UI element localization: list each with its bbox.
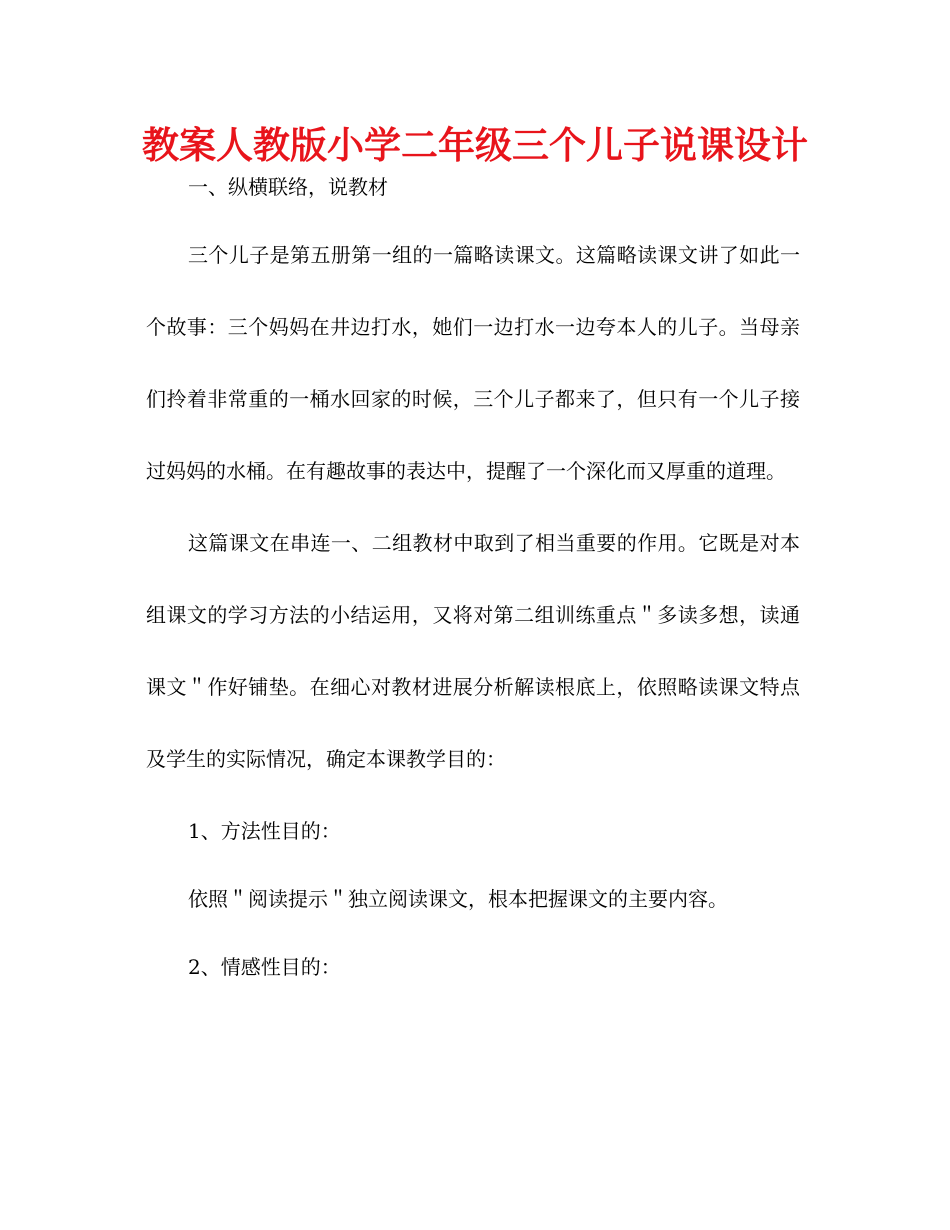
goal-1-heading: 1、方法性目的： <box>188 819 341 843</box>
goal-2-heading: 2、情感性目的： <box>188 955 341 979</box>
paragraph-1: 三个儿子是第五册第一组的一篇略读课文。这篇略读课文讲了如此一个故事：三个妈妈在井边打水，她们一边打水一边夸本人的儿子。当母亲们拎着非常重的一桶水回家的时候，三个儿子都来了，但只有一个儿子接过妈妈的水桶。在有趣故事的表达中，提醒了一个深化而又厚重的道理。 <box>146 243 800 483</box>
document-title: 教案人教版小学二年级三个儿子说课设计 <box>142 124 808 167</box>
goal-1-text: 依照＂阅读提示＂独立阅读课文，根本把握课文的主要内容。 <box>188 887 728 911</box>
paragraph-2: 这篇课文在串连一、二组教材中取到了相当重要的作用。它既是对本组课文的学习方法的小结运用，又将对第二组训练重点＂多读多想，读通课文＂作好铺垫。在细心对教材进展分析解读根底上，依照略读课文特点及学生的实际情况，确定本课教学目的： <box>146 531 800 771</box>
section-heading: 一、纵横联络，说教材 <box>188 175 388 199</box>
document-body <box>146 170 800 984</box>
